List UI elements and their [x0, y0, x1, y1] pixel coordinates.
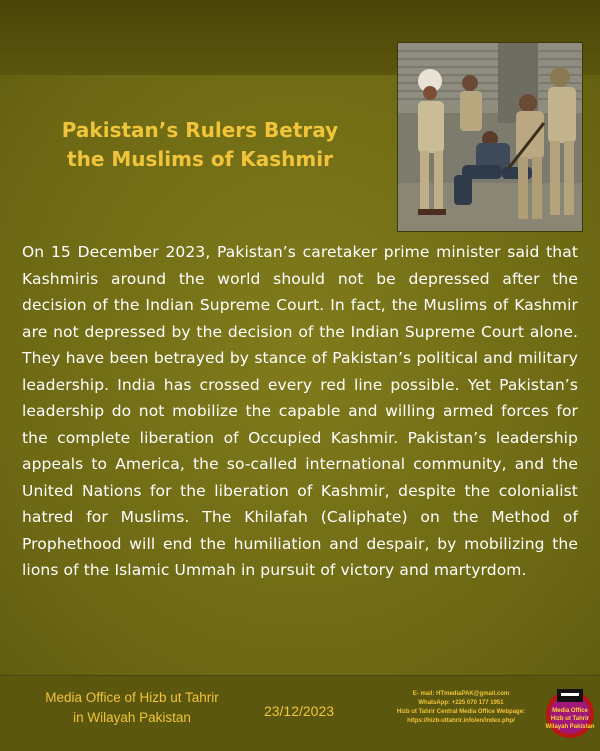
logo-text-1: Media Office [552, 708, 588, 714]
headline [20, 116, 380, 174]
statement-body: On 15 December 2023, Pakistan’s caretaker prime minister said that Kashmiris around the world should not be depressed after the decision of the Indian Supreme Court. In fact, the Muslims of Kashmir are not depressed by the decision of the Indian Supreme Court alone. They have been betrayed by stance of Pakistan’s political and military leadership. India has crossed every red line possible. Yet Pakistan’s leadership do not mobilize the capable and willing armed forces for the complete liberation of Occupied Kashmir. Pakistan’s leadership appeals to America, the so-called international community, and the United Nations for the liberation of Kashmir, despite the colonialist hatred for Muslims. The Khilafah (Caliphate) on the Method of Prophethood will end the humiliation and despair, by mobilizing the lions of the Islamic Ummah in pursuit of victory and martyrdom. [22, 243, 578, 579]
media-office-name [8, 688, 256, 728]
news-photo [398, 43, 582, 231]
logo-text-3: Wilayah Pakistan [545, 724, 595, 730]
contact-url: https://hizb-uttahrir.info/en/index.php/ [407, 718, 515, 724]
office-line-2: in Wilayah Pakistan [73, 710, 191, 725]
logo-text-2: Hizb ut Tahrir [550, 716, 590, 722]
headline-line-2: the Muslims of Kashmir [67, 147, 333, 171]
contact-info [366, 690, 556, 726]
media-office-logo [545, 683, 595, 745]
office-line-1: Media Office of Hizb ut Tahrir [45, 690, 219, 705]
release-date: 23/12/2023 [263, 703, 335, 719]
headline-line-1: Pakistan’s Rulers Betray [61, 118, 339, 142]
contact-email: E- mail: HTmediaPAK@gmail.com [412, 691, 510, 697]
contact-central-office: Hizb ut Tahrir Central Media Office Webpage: [396, 709, 526, 715]
contact-whatsapp: WhatsApp: +225 070 177 1951 [418, 700, 504, 706]
